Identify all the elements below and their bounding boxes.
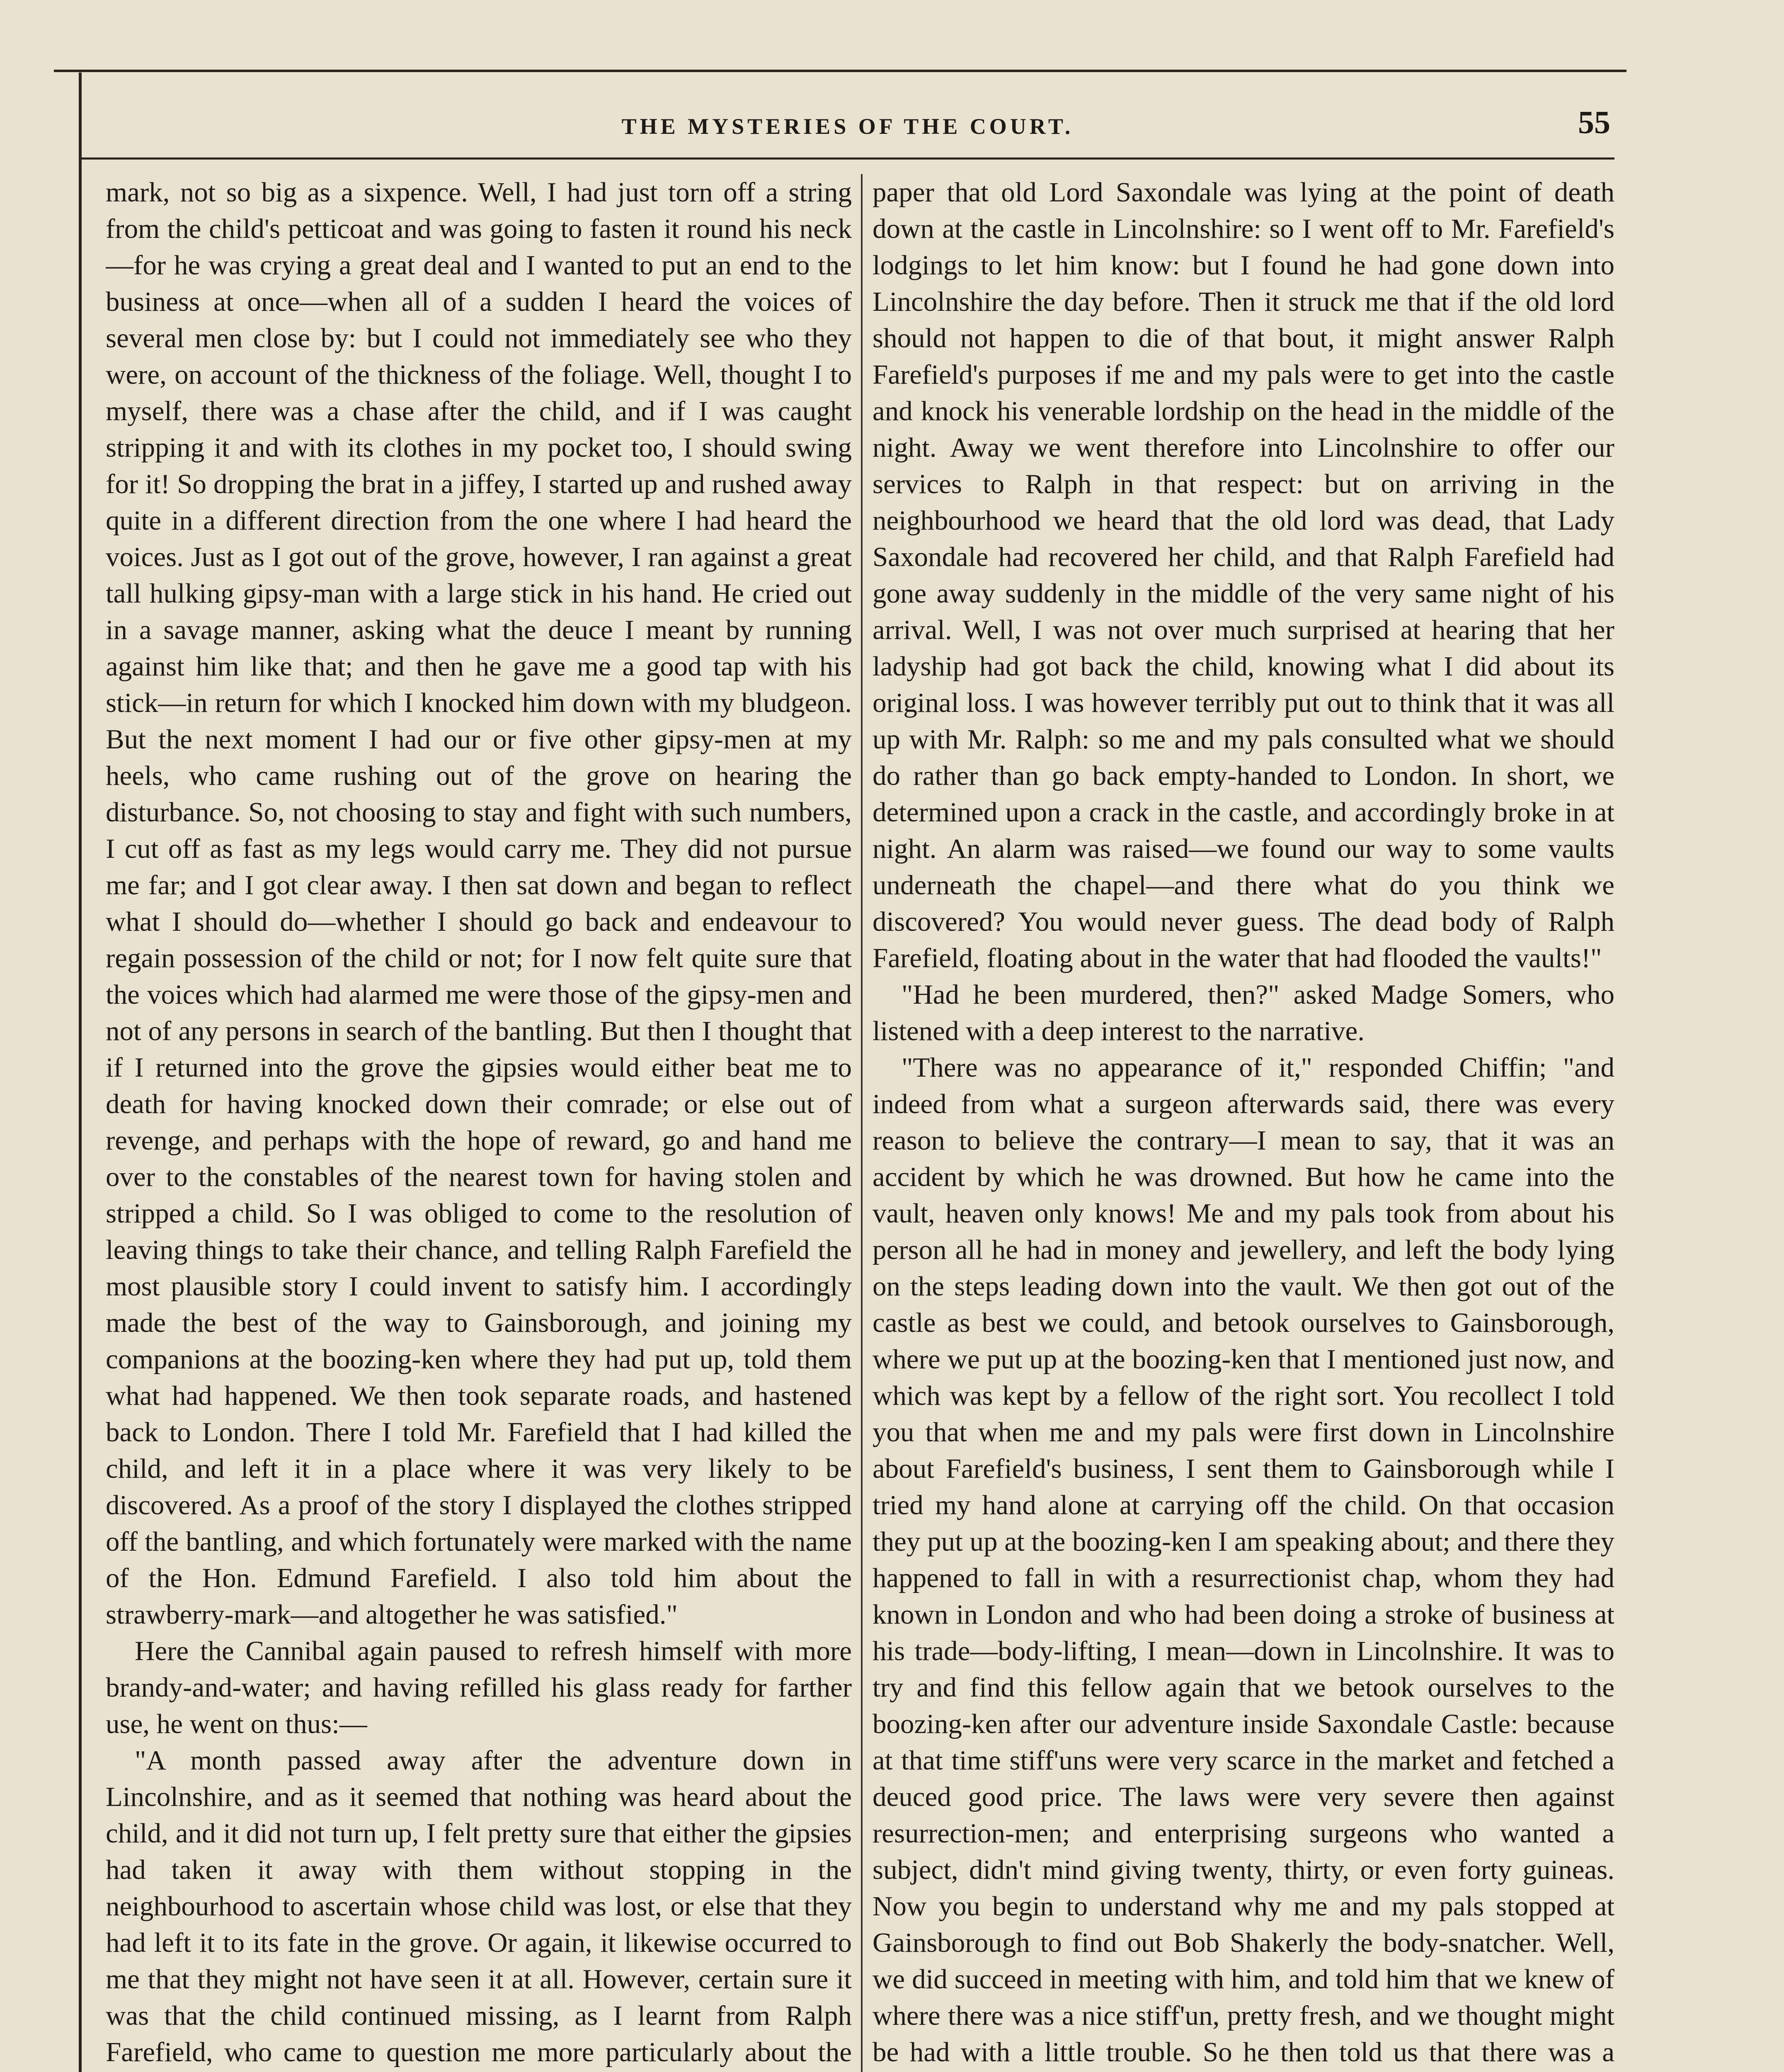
- column-divider: [861, 174, 863, 2072]
- running-title: THE MYSTERIES OF THE COURT.: [621, 114, 1074, 139]
- paragraph: "There was no appearance of it," responded Chiffin; "and indeed from what a surgeon afterwards said, there was every reason to believe the contrary—I mean to say, that it was an accident by which he was drowned. But how he came into the vault, heaven only knows! Me and my pals took from about his person all he had in money and jewellery, and left the body lying on the steps leading down into the vault. We then got out of the castle as best we could, and betook ourselves to Gainsborough, where we put up at the boozing-ken that I mentioned just now, and which was kept by a fellow of the right sort. You recollect I told you that when me and my pals were first down in Lincolnshire about Farefield's business, I sent them to Gainsborough while I tried my hand alone at carrying off the child. On that occasion they put up at the boozing-ken I am speaking about; and there they happened to fall in with a resurrectionist chap, whom they had known in London and who had been doing a stroke of business at his trade—body-lifting, I mean—down in Lincolnshire. It was to try and find this fellow again that we betook ourselves to the boozing-ken after our adventure inside Saxondale Castle: because at that time stiff'uns were very scarce in the market and fetched a deuced good price. The laws were very severe then against resurrection-men; and enterprising surgeons who wanted a subject, didn't mind giving twenty, thirty, or even forty guineas. Now you begin to understand why me and my pals stopped at Gainsborough to find out Bob Shakerly the body-snatcher. Well, we did succeed in meeting with him, and told him that we knew of where there was a nice stiff'un, pretty fresh, and we thought might be had with a little trouble. So he then told us that there was a: [873, 1052, 1614, 2067]
- text-column-left: [106, 174, 852, 2072]
- page-header: [81, 104, 1614, 153]
- page-frame-top-rule: [54, 70, 1626, 72]
- paragraph: "A month passed away after the adventure down in Lincolnshire, and as it seemed that nothing was heard about the child, and it did not turn up, I felt pretty sure that either the gipsies had taken it away with them without stopping in the neighbourhood to ascertain whose child was lost, or else that they had left it to its fate in the grove. Or again, it likewise occurred to me that they might not have seen it at all. However, certain sure it was that the child continued missing, as I learnt from Ralph Farefield, who came to question me more particularly about the: [106, 1745, 852, 2067]
- paragraph: paper that old Lord Saxondale was lying at the point of death down at the castle in Lincolnshire: so I went off to Mr. Farefield's lodgings to let him know: but I found he had gone down into Lincolnshire the day before. Then it struck me that if the old lord should not happen to die of that bout, it might answer Ralph Farefield's purposes if me and my pals were to get into the castle and knock his venerable lordship on the head in the middle of the night. Away we went therefore into Lincolnshire to offer our services to Ralph in that respect: but on arriving in the neighbourhood we heard that the old lord was dead, that Lady Saxondale had recovered her child, and that Ralph Farefield had gone away suddenly in the middle of the very same night of his arrival. Well, I was not over much surprised at hearing that her ladyship had got back the child, knowing what I did about its original loss. I was however terribly put out to think that it was all up with Mr. Ralph: so me and my pals consulted what we should do rather than go back empty-handed to London. In short, we determined upon a crack in the castle, and accordingly broke in at night. An alarm was raised—we found our way to some vaults underneath the chapel—and there what do you think we discovered? You would never guess. The dead body of Ralph Farefield, floating about in the water that had flooded the vaults!": [873, 177, 1614, 973]
- page-frame-left-rule: [79, 73, 82, 2072]
- header-rule: [81, 157, 1614, 160]
- paragraph: Here the Cannibal again paused to refresh himself with more brandy-and-water; and having refilled his glass ready for farther use, he went on thus:—: [106, 1636, 852, 1739]
- text-column-right: [873, 174, 1614, 2072]
- paragraph: mark, not so big as a sixpence. Well, I had just torn off a string from the child's petticoat and was going to fasten it round his neck—for he was crying a great deal and I wanted to put an end to the business at once—when all of a sudden I heard the voices of several men close by: but I could not immediately see who they were, on account of the thickness of the foliage. Well, thought I to myself, there was a chase after the child, and if I was caught stripping it and with its clothes in my pocket too, I should swing for it! So dropping the brat in a jiffey, I started up and rushed away quite in a different direction from the one where I had heard the voices. Just as I got out of the grove, however, I ran against a great tall hulking gipsy-man with a large stick in his hand. He cried out in a savage manner, asking what the deuce I meant by running against him like that; and then he gave me a good tap with his stick—in return for which I knocked him down with my bludgeon. But the next moment I had our or five other gipsy-men at my heels, who came rushing out of the grove on hearing the disturbance. So, not choosing to stay and fight with such numbers, I cut off as fast as my legs would carry me. They did not pursue me far; and I got clear away. I then sat down and began to reflect what I should do—whether I should go back and endeavour to regain possession of the child or not; for I now felt quite sure that the voices which had alarmed me were those of the gipsy-men and not of any persons in search of the bantling. But then I thought that if I returned into the grove the gipsies would either beat me to death for having knocked down their comrade; or else out of revenge, and perhaps with the hope of reward, go and hand me over to the constables of the nearest town for having stolen and stripped a child. So I was obliged to come to the resolution of leaving things to take their chance, and telling Ralph Farefield the most plausible story I could invent to satisfy him. I accordingly made the best of the way to Gainsborough, and joining my companions at the boozing-ken where they had put up, told them what had happened. We then took separate roads, and hastened back to London. There I told Mr. Farefield that I had killed the child, and left it in a place where it was very likely to be discovered. As a proof of the story I displayed the clothes stripped off the bantling, and which fortunately were marked with the name of the Hon. Edmund Farefield. I also told him about the strawberry-mark—and altogether he was satisfied.": [106, 177, 852, 1630]
- paragraph: "Had he been murdered, then?" asked Madge Somers, who listened with a deep interest to the narrative.: [873, 979, 1614, 1046]
- page-number: 55: [1578, 104, 1610, 140]
